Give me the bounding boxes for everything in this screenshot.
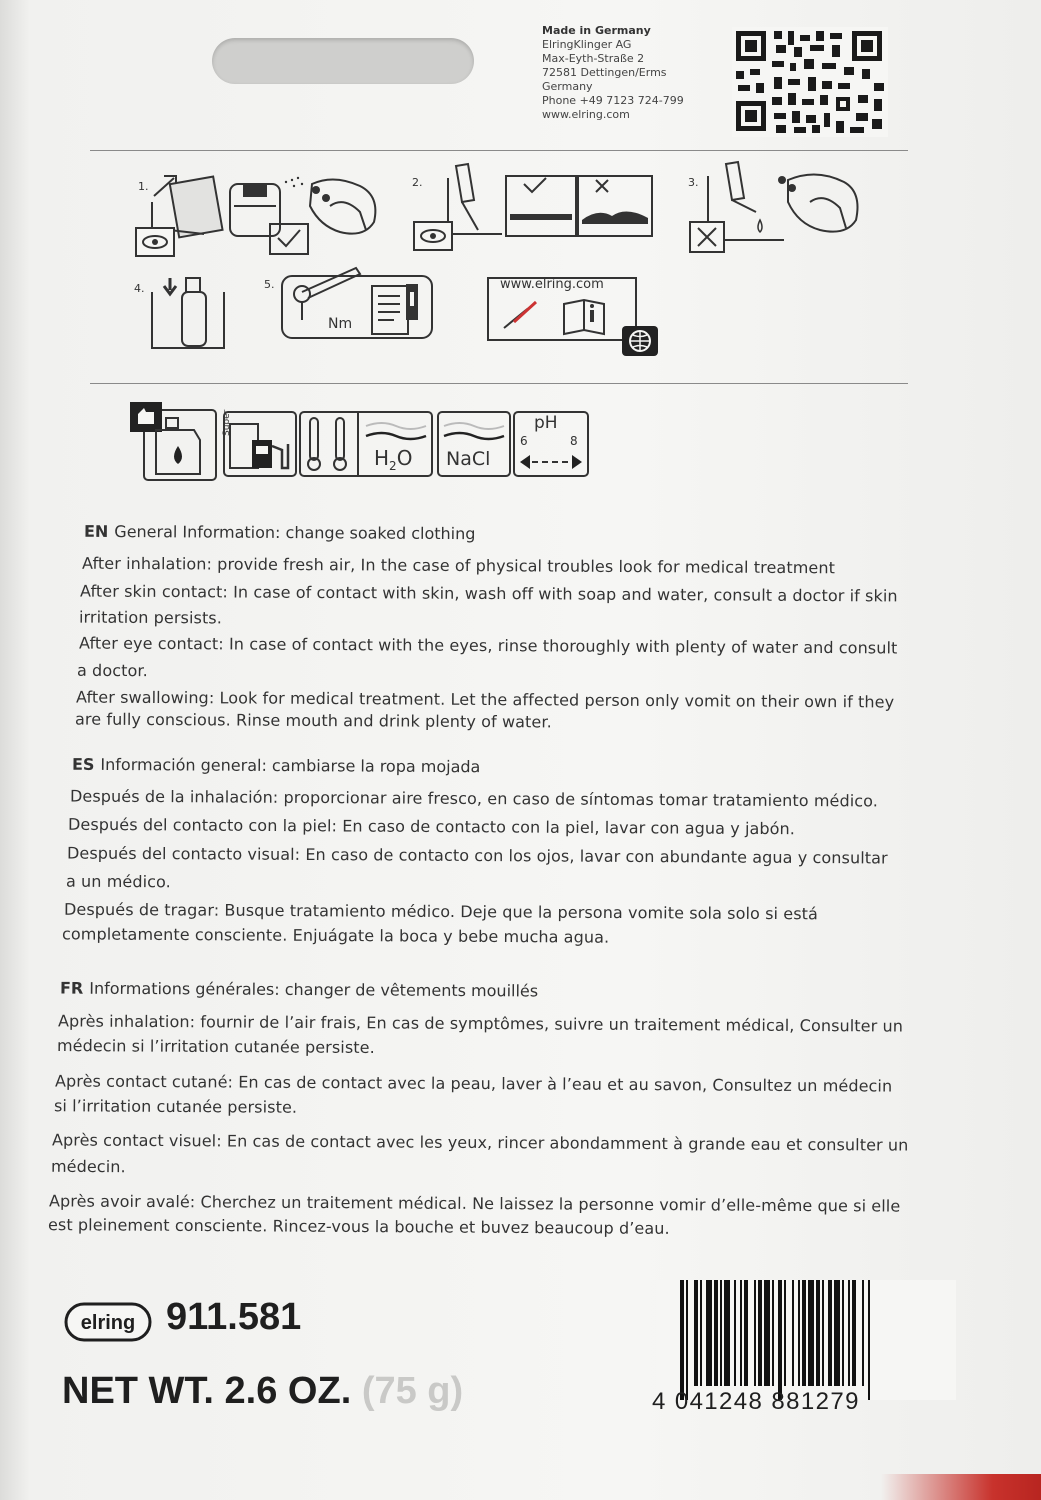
es-line-4: a un médico. <box>65 871 171 892</box>
barcode-bar <box>862 1280 864 1386</box>
torque-unit: Nm <box>328 316 353 332</box>
es-general: Información general: cambiarse la ropa mojada <box>100 754 481 777</box>
en-code: EN <box>83 521 109 541</box>
country: Germany <box>542 80 593 93</box>
step-1-pictogram <box>134 166 392 258</box>
barcode-bar <box>694 1280 698 1386</box>
step-3-pictogram <box>686 158 872 254</box>
oil-resistance-icon <box>128 400 220 484</box>
fr-line-3: Après contact cutané: En cas de contact avec la peau, laver à l’eau et au savon, Consultez un médecin <box>54 1071 893 1096</box>
es-heading <box>72 755 480 776</box>
step-5-number: 5. <box>264 278 275 291</box>
barcode-bar <box>680 1280 684 1400</box>
fuel-resistance-icon <box>222 410 298 478</box>
ph-high: 8 <box>570 434 578 448</box>
company-name: ElringKlinger AG <box>542 38 632 51</box>
en-line-4: After eye contact: In case of contact with the eyes, rinse thoroughly with plenty of water and consult <box>78 633 898 658</box>
fr-line-6: médecin. <box>50 1156 126 1177</box>
barcode-bar <box>792 1280 794 1386</box>
website-pictogram-url: www.elring.com <box>500 277 604 292</box>
barcode-bar <box>848 1280 850 1386</box>
barcode-bar <box>686 1280 688 1400</box>
barcode-bar <box>724 1280 730 1386</box>
qr-code <box>732 27 888 137</box>
step-4-number: 4. <box>134 282 145 295</box>
elring-logo-text: elring <box>80 1312 136 1334</box>
es-line-2: Después del contacto con la piel: En caso de contacto con la piel, lavar con agua y jabón. <box>67 814 796 839</box>
barcode-bar <box>798 1280 800 1386</box>
divider-top <box>90 150 908 151</box>
en-line-6: After swallowing: Look for medical treatment. Let the affected person only vomit on their own if they <box>75 687 895 712</box>
es-code: ES <box>71 754 95 774</box>
net-weight <box>62 1370 463 1413</box>
water-resistance-label <box>374 446 412 473</box>
es-line-5: Después de tragar: Busque tratamiento médico. Deje que la persona vomite sola solo si está <box>63 899 819 924</box>
part-number: 911.581 <box>166 1296 302 1338</box>
fr-general: Informations générales: changer de vêtements mouillés <box>89 978 539 1001</box>
barcode-bar <box>828 1280 832 1386</box>
barcode-bar <box>700 1280 702 1386</box>
fr-line-1: Après inhalation: fournir de l’air frais, En cas de symptômes, suivre un traitement médical, Consulter un <box>57 1011 904 1036</box>
fr-heading <box>60 979 538 1001</box>
ph-label: pH <box>534 413 558 433</box>
step-2-number: 2. <box>412 176 423 189</box>
barcode-bar <box>740 1280 742 1386</box>
phone: Phone +49 7123 724-799 <box>542 94 684 107</box>
fr-code: FR <box>59 978 84 998</box>
barcode-bar <box>744 1280 748 1386</box>
fr-line-8: est pleinement consciente. Rincez-vous la bouche et buvez beaucoup d’eau. <box>47 1215 670 1238</box>
en-line-1: After inhalation: provide fresh air, In the case of physical troubles look for medical treatment <box>81 553 836 578</box>
website: www.elring.com <box>542 108 630 121</box>
en-line-3: irritation persists. <box>78 607 223 628</box>
barcode-bar <box>868 1280 870 1400</box>
made-in: Made in Germany <box>542 24 651 37</box>
step-4-pictogram <box>148 272 230 354</box>
step-3-number: 3. <box>688 176 699 189</box>
barcode-bar <box>734 1280 736 1386</box>
es-line-1: Después de la inhalación: proporcionar aire fresco, en caso de síntomas tomar tratamiento médico. <box>69 786 879 811</box>
net-weight-faded: (75 g) <box>361 1370 464 1412</box>
barcode-bar <box>714 1280 718 1386</box>
barcode-bar <box>802 1280 806 1386</box>
es-line-3: Después del contacto visual: En caso de contacto con los ojos, lavar con abundante agua y consultar <box>66 843 888 868</box>
barcode-bar <box>784 1280 786 1386</box>
barcode-bar <box>764 1280 770 1386</box>
street: Max-Eyth-Straße 2 <box>542 52 645 65</box>
step-1-number: 1. <box>138 180 149 193</box>
manufacturer-info <box>542 24 722 122</box>
water-formula-sub: 2 <box>389 459 397 473</box>
barcode-bar <box>758 1280 762 1386</box>
step-5-pictogram <box>280 262 436 342</box>
salt-label: NaCl <box>446 448 491 470</box>
step-2-pictogram <box>412 160 656 256</box>
barcode-number: 4 041248 881279 <box>652 1388 860 1415</box>
en-heading <box>84 522 476 543</box>
barcode-bar <box>754 1280 756 1386</box>
net-weight-text: NET WT. 2.6 OZ. <box>62 1370 352 1412</box>
en-general: General Information: change soaked clothing <box>114 521 476 544</box>
hang-hole <box>212 38 474 84</box>
divider-middle <box>90 383 908 384</box>
en-line-5: a doctor. <box>76 660 148 681</box>
fr-line-5: Après contact visuel: En cas de contact avec les yeux, rincer abondamment à grande eau et consulter un <box>51 1130 909 1155</box>
fr-line-2: médecin si l’irritation cutanée persiste. <box>56 1036 375 1057</box>
barcode-bar <box>778 1280 782 1400</box>
fr-line-4: si l’irritation cutanée persiste. <box>53 1096 298 1117</box>
barcode-bar <box>852 1280 856 1386</box>
water-formula-h: H <box>374 446 390 470</box>
fr-line-7: Après avoir avalé: Cherchez un traitement médical. Ne laissez la personne vomir d’elle-même que si elle <box>48 1191 901 1216</box>
super-fuel-label: Super <box>222 409 232 436</box>
barcode-bar <box>834 1280 840 1386</box>
barcode-bar <box>720 1280 722 1386</box>
ph-low: 6 <box>520 434 528 448</box>
barcode-bar <box>772 1280 774 1386</box>
barcode-bar <box>816 1280 820 1386</box>
temperature-water-icon <box>298 410 434 478</box>
red-edge <box>881 1474 1041 1500</box>
en-line-7: are fully conscious. Rinse mouth and drink plenty of water. <box>74 709 552 732</box>
barcode-bar <box>706 1280 712 1386</box>
water-formula-o: O <box>396 446 413 470</box>
en-line-2: After skin contact: In case of contact with skin, wash off with soap and water, consult a doctor if skin <box>79 581 898 606</box>
barcode <box>656 1280 956 1400</box>
barcode-bar <box>842 1280 844 1386</box>
barcode-bar <box>822 1280 824 1386</box>
es-line-6: completamente consciente. Enjuágate la boca y bebe mucha agua. <box>61 924 610 947</box>
barcode-bar <box>808 1280 814 1386</box>
elring-logo <box>64 1300 152 1344</box>
city: 72581 Dettingen/Erms <box>542 66 667 79</box>
